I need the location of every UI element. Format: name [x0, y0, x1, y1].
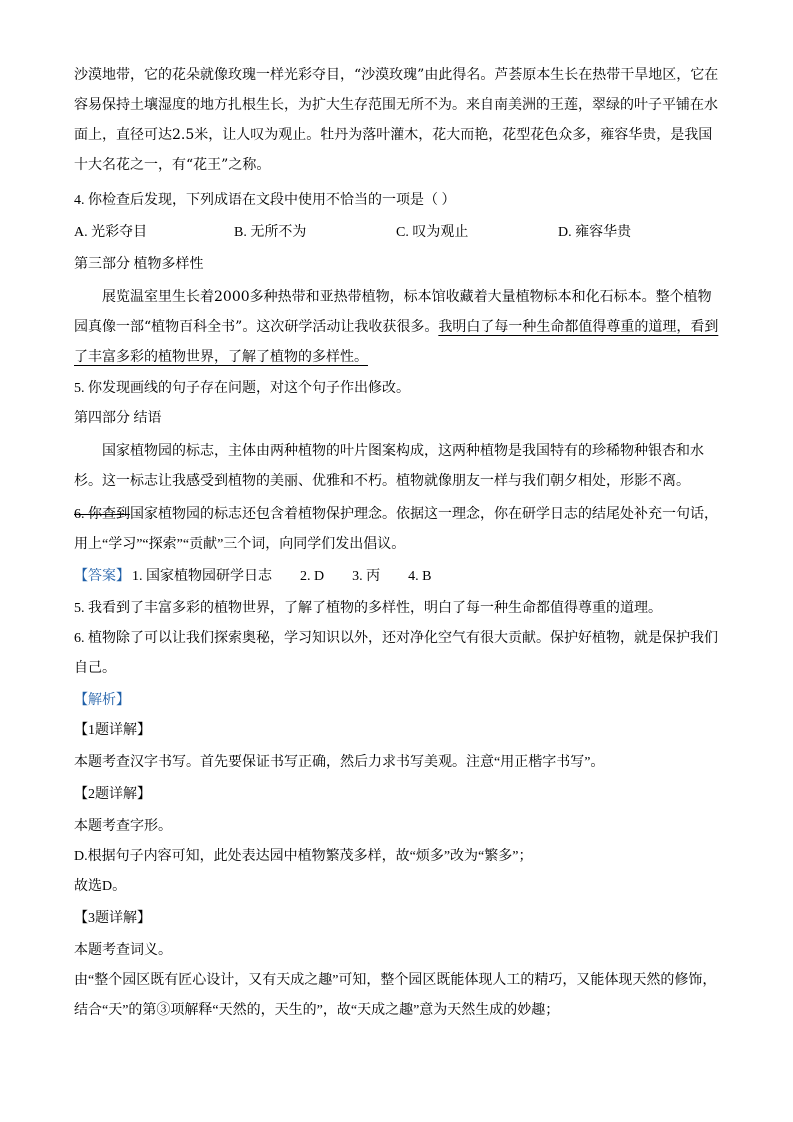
part4-heading: 第四部分 结语 [74, 411, 162, 426]
question-5: 5. 你发现画线的句子存在问题，对这个句子作出修改。 [74, 381, 410, 396]
answer-1: 1. 国家植物园研学日志 [132, 569, 272, 584]
question-6: 6. 你查到国家植物园的标志还包含着植物保护理念。依据这一理念，你在研学日志的结尾处补充一句话，用上“学习”“探索”“贡献”三个词，向同学们发出倡议。 [74, 507, 718, 552]
detail-2-title: 【2题详解】 [74, 787, 151, 802]
analysis-tag: 【解析】 [74, 693, 130, 708]
question-4-stem: 4. 你检查后发现，下列成语在文段中使用不恰当的一项是（ ） [74, 193, 456, 208]
question-4-options [74, 220, 724, 246]
detail-3-title: 【3题详解】 [74, 911, 151, 926]
detail-3-text-1: 本题考查词义。 [74, 943, 172, 958]
answer-5: 5. 我看到了丰富多彩的植物世界，了解了植物的多样性，明白了每一种生命都值得尊重的道理。 [74, 601, 662, 616]
answer-tag: 【答案】 [74, 569, 130, 584]
option-b: B. 无所不为 [234, 225, 307, 240]
underlined-sentence: 我明白了每一种生命都值得尊重的道理，看到了丰富多彩的植物世界，了解了植物的多样性。 [74, 319, 719, 365]
detail-3-text-2: 由“整个园区既有匠心设计，又有天成之趣”可知，整个园区既能体现人工的精巧，又能体现天然的修饰，结合“天”的第③项解释“天然的，天生的”，故“天成之趣”意为天然生成的妙趣； [74, 973, 717, 1018]
part3-text: 展览温室里生长着2000多种热带和亚热带植物，标本馆收藏着大量植物标本和化石标本。整个植物园真像一部“植物百科全书”。这次研学活动让我收获很多。 [74, 289, 712, 335]
part3-heading: 第三部分 植物多样性 [74, 257, 204, 272]
answer-3: 3. 丙 [352, 569, 381, 584]
option-c: C. 叹为观止 [396, 225, 469, 240]
answer-4: 4. B [408, 569, 432, 584]
answer-6: 6. 植物除了可以让我们探索奥秘，学习知识以外，还对净化空气有很大贡献。保护好植物，就是保护我们自己。 [74, 631, 718, 676]
detail-1-title: 【1题详解】 [74, 723, 151, 738]
passage-part2: 沙漠地带，它的花朵就像玫瑰一样光彩夺目，“沙漠玫瑰”由此得名。芦荟原本生长在热带干旱地区，它在容易保持土壤湿度的地方扎根生长，为扩大生存范围无所不为。来自南美洲的王莲，翠绿的叶子平铺在水面上，直径可达2.5米，让人叹为观止。牡丹为落叶灌木，花大而艳，花型花色众多，雍容华贵，是我国十大名花之一，有“花王”之称。 [74, 67, 719, 173]
detail-2-text-3: 故选D。 [74, 879, 127, 894]
detail-2-text-2: D.根据句子内容可知，此处表达园中植物繁茂多样，故“烦多”改为“繁多”； [74, 849, 533, 864]
part3-passage [74, 282, 724, 372]
detail-1-text: 本题考查汉字书写。首先要保证书写正确，然后力求书写美观。注意“用正楷字书写”。 [74, 755, 605, 770]
detail-2-text-1: 本题考查字形。 [74, 819, 172, 834]
option-a: A. 光彩夺目 [74, 225, 148, 240]
answer-2: 2. D [300, 569, 325, 584]
option-d: D. 雍容华贵 [558, 225, 632, 240]
part4-text: 国家植物园的标志，主体由两种植物的叶片图案构成，这两种植物是我国特有的珍稀物种银杏和水杉。这一标志让我感受到植物的美丽、优雅和不朽。植物就像朋友一样与我们朝夕相处，形影不离。 [74, 443, 704, 489]
answer-line [74, 562, 724, 592]
